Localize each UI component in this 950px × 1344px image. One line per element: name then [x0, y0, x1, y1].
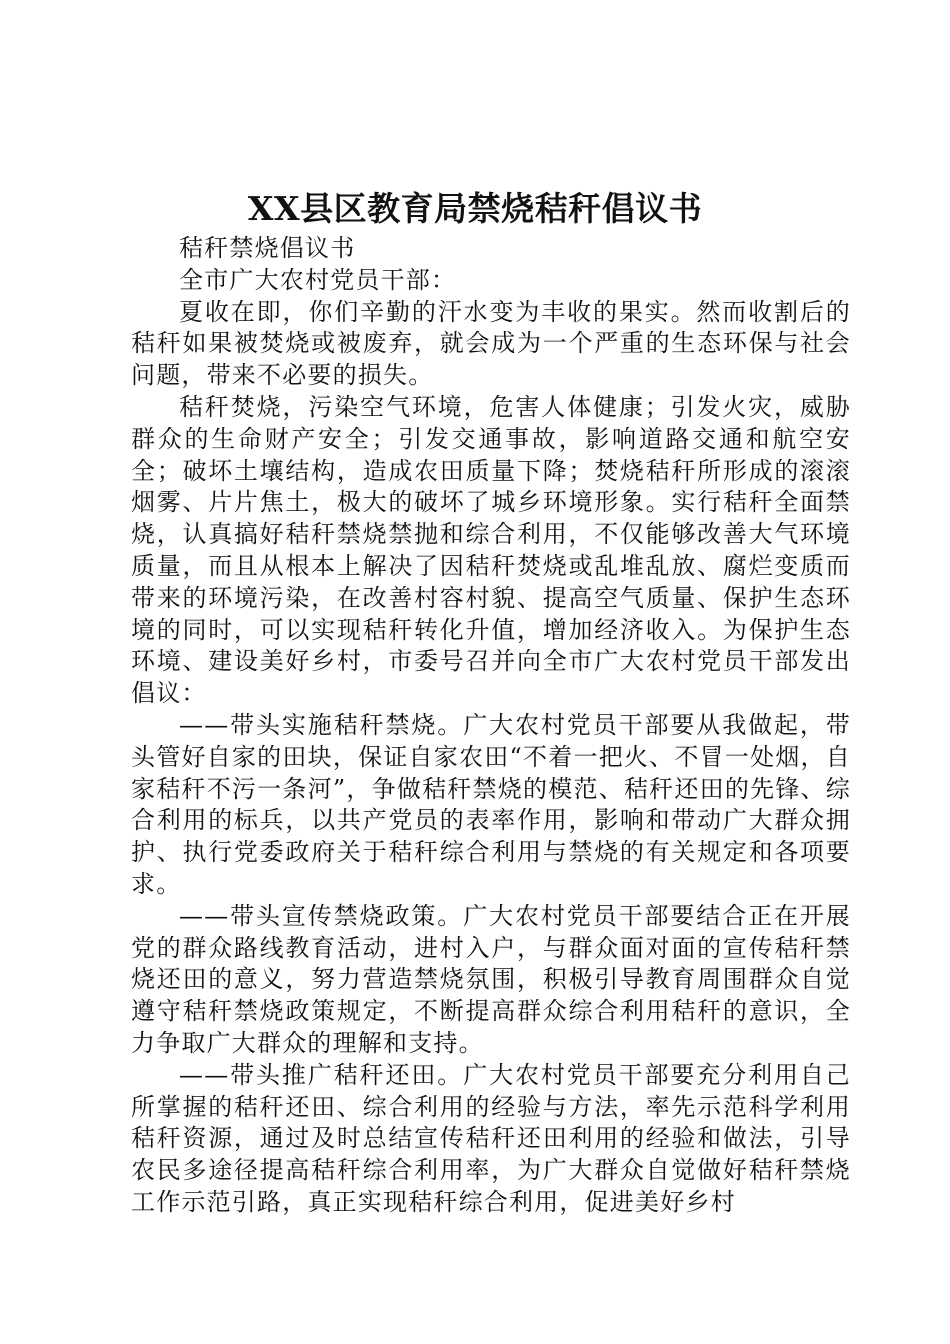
- salutation-paragraph: 全市广大农村党员干部：: [179, 265, 457, 294]
- body-paragraph-intro: 夏收在即，你们辛勤的汗水变为丰收的果实。然而收割后的秸秆如果被焚烧或被废弃，就会成为一个严重的生态环保与社会问题，带来不必要的损失。: [131, 297, 851, 390]
- document-title: XX县区教育局禁烧秸秆倡议书: [247, 189, 703, 228]
- document-body: [131, 233, 851, 1219]
- body-paragraph-harm: 秸秆焚烧，污染空气环境，危害人体健康；引发火灾，威胁群众的生命财产安全；引发交通事故，影响道路交通和航空安全；破坏土壤结构，造成农田质量下降；焚烧秸秆所形成的滚滚烟雾、片片焦土，极大的破坏了城乡环境形象。实行秸秆全面禁烧，认真搞好秸秆禁烧禁抛和综合利用，不仅能够改善大气环境质量，而且从根本上解决了因秸秆焚烧或乱堆乱放、腐烂变质而带来的环境污染，在改善村容村貌、提高空气质量、保护生态环境的同时，可以实现秸秆转化升值，增加经济收入。为保护生态环境、建设美好乡村，市委号召并向全市广大农村党员干部发出倡议：: [131, 392, 851, 708]
- body-paragraph-proposal-1: ——带头实施秸秆禁烧。广大农村党员干部要从我做起，带头管好自家的田块，保证自家农田“不着一把火、不冒一处烟，自家秸秆不污一条河”，争做秸秆禁烧的模范、秸秆还田的先锋、综合利用的标兵，以共产党员的表率作用，影响和带动广大群众拥护、执行党委政府关于秸秆综合利用与禁烧的有关规定和各项要求。: [131, 710, 851, 898]
- subtitle-paragraph: 秸秆禁烧倡议书: [179, 234, 356, 262]
- body-paragraph-proposal-3: ——带头推广秸秆还田。广大农村党员干部要充分利用自己所掌握的秸秆还田、综合利用的经验与方法，率先示范科学利用秸秆资源，通过及时总结宣传秸秆还田利用的经验和做法，引导农民多途径提高秸秆综合利用率，为广大群众自觉做好秸秆禁烧工作示范引路，真正实现秸秆综合利用，促进美好乡村: [131, 1060, 851, 1216]
- body-paragraph-proposal-2: ——带头宣传禁烧政策。广大农村党员干部要结合正在开展党的群众路线教育活动，进村入户，与群众面对面的宣传秸秆禁烧还田的意义，努力营造禁烧氛围，积极引导教育周围群众自觉遵守秸秆禁烧政策规定，不断提高群众综合利用秸秆的意识，全力争取广大群众的理解和支持。: [131, 901, 851, 1057]
